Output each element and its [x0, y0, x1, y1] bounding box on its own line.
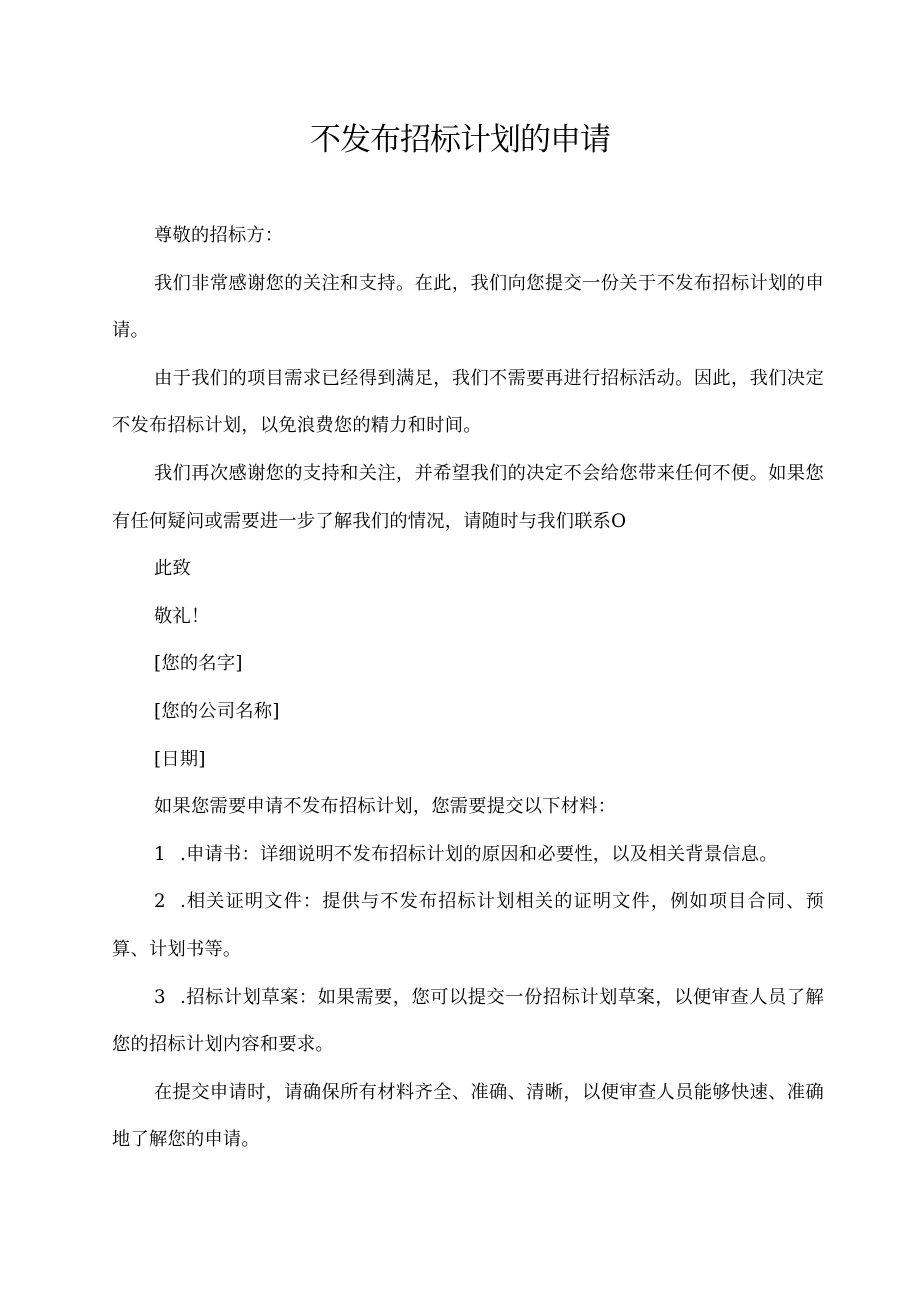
signature-name: [您的名字] — [154, 653, 243, 675]
materials-item-2 — [112, 878, 824, 973]
materials-item-number: 2 — [154, 891, 166, 913]
document-body — [112, 212, 824, 1164]
materials-intro: 如果您需要申请不发布招标计划，您需要提交以下材料： — [154, 796, 617, 818]
materials-item-number: 1 — [154, 843, 166, 865]
materials-item-text: .招标计划草案：如果需要，您可以提交一份招标计划草案，以便审查人员了解您的招标计划内容和要求。 — [112, 986, 824, 1056]
paragraph-closing-thanks: 我们再次感谢您的支持和关注，并希望我们的决定不会给您带来任何不便。如果您有任何疑问或需要进一步了解我们的情况，请随时与我们联系O — [112, 462, 824, 532]
closing-line-1: 此致 — [154, 558, 191, 580]
materials-item-3 — [112, 974, 824, 1069]
signature-company: [您的公司名称] — [154, 700, 280, 722]
materials-item-text: .相关证明文件：提供与不发布招标计划相关的证明文件，例如项目合同、预算、计划书等。 — [112, 891, 824, 960]
materials-item-1 — [112, 831, 824, 879]
materials-item-number: 3 — [154, 986, 166, 1008]
final-paragraph: 在提交申请时，请确保所有材料齐全、准确、清晰，以便审查人员能够快速、准确地了解您的申请。 — [112, 1081, 824, 1151]
closing-line-2: 敬礼！ — [154, 605, 210, 627]
salutation: 尊敬的招标方： — [154, 225, 284, 246]
paragraph-thanks: 我们非常感谢您的关注和支持。在此，我们向您提交一份关于不发布招标计划的申请。 — [112, 272, 824, 342]
materials-item-text: .申请书：详细说明不发布招标计划的原因和必要性，以及相关背景信息。 — [180, 843, 778, 865]
signature-date: [日期] — [154, 748, 206, 770]
document-title: 不发布招标计划的申请 — [310, 122, 610, 158]
paragraph-reason: 由于我们的项目需求已经得到满足，我们不需要再进行招标活动。因此，我们决定不发布招标计划，以免浪费您的精力和时间。 — [112, 367, 824, 437]
